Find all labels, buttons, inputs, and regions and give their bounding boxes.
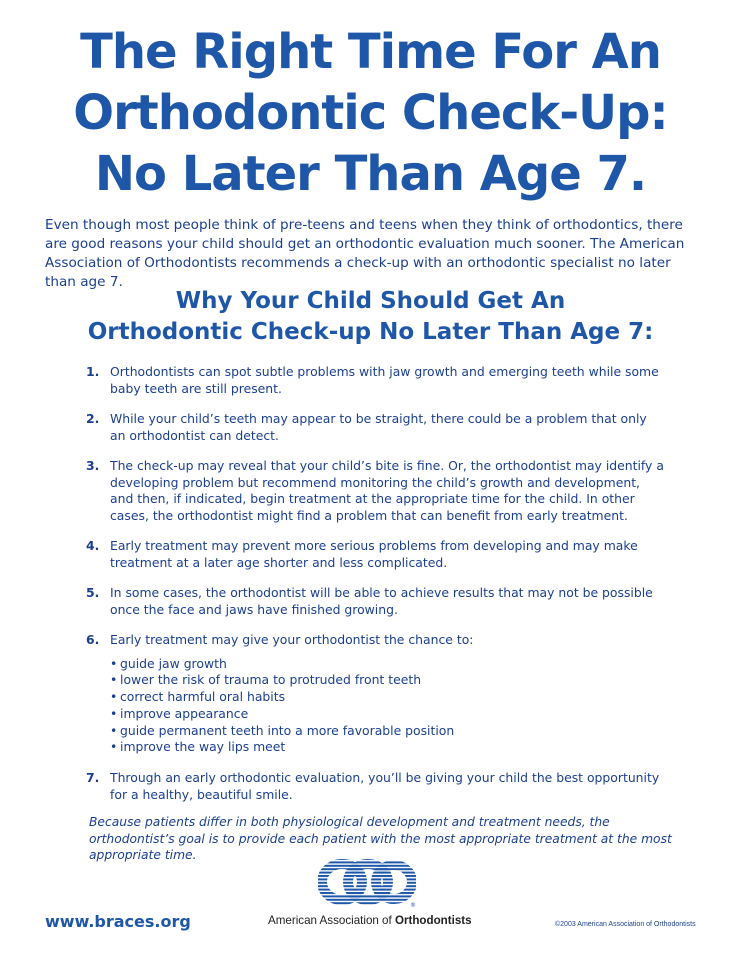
item-number: 6. bbox=[86, 632, 100, 647]
item-number: 2. bbox=[86, 411, 100, 426]
website-link[interactable]: www.braces.org bbox=[45, 912, 191, 931]
item-text: Through an early orthodontic evaluation, you’ll be giving your child the best opportunity for a healthy, beautiful smile. bbox=[110, 770, 660, 802]
item-number: 3. bbox=[86, 458, 100, 473]
item-number: 5. bbox=[86, 585, 100, 600]
page-title bbox=[0, 22, 741, 205]
item-text: While your child’s teeth may appear to be straight, there could be a problem that only an orthodontist can detect. bbox=[110, 411, 647, 443]
title-line-2: Orthodontic Check-Up: bbox=[73, 85, 668, 141]
list-item bbox=[86, 585, 666, 618]
aao-rings-logo-icon bbox=[318, 858, 416, 910]
benefit-item: • guide permanent teeth into a more favorable position bbox=[110, 723, 666, 740]
benefit-item: • guide jaw growth bbox=[110, 656, 666, 673]
list-item bbox=[86, 364, 666, 397]
svg-text:®: ® bbox=[410, 902, 416, 909]
organization-name-bold: Orthodontists bbox=[394, 914, 472, 927]
reasons-list bbox=[86, 364, 666, 803]
benefit-item: • improve appearance bbox=[110, 706, 666, 723]
benefit-item: • correct harmful oral habits bbox=[110, 689, 666, 706]
item-text: Early treatment may give your orthodontist the chance to: bbox=[110, 632, 474, 647]
organization-name bbox=[268, 914, 488, 927]
section-heading bbox=[0, 286, 741, 348]
item-number: 7. bbox=[86, 770, 100, 786]
section-heading-line-1: Why Your Child Should Get An bbox=[175, 288, 566, 314]
title-line-1: The Right Time For An bbox=[80, 24, 661, 80]
intro-paragraph: Even though most people think of pre-teens and teens when they think of orthodontics, there are good reasons your child should get an orthodontic evaluation much sooner. The American Association of Orthodontists recommends a check-up with an orthodontic specialist no later than age 7. bbox=[45, 217, 685, 290]
benefit-item: • improve the way lips meet bbox=[110, 739, 666, 756]
item-number: 4. bbox=[86, 538, 100, 553]
closing-statement: Because patients differ in both physiological development and treatment needs, the orthodontist’s goal is to provide each patient with the most appropriate treatment at the most appropriate time. bbox=[89, 815, 672, 862]
title-line-3: No Later Than Age 7. bbox=[94, 146, 647, 202]
list-item bbox=[86, 538, 666, 571]
list-item bbox=[86, 770, 666, 803]
list-item bbox=[86, 632, 666, 756]
item-text: Orthodontists can spot subtle problems with jaw growth and emerging teeth while some baby teeth are still present. bbox=[110, 364, 659, 396]
item-number: 1. bbox=[86, 364, 100, 379]
list-item bbox=[86, 458, 666, 524]
copyright-notice: ©2003 American Association of Orthodontists bbox=[555, 921, 696, 928]
item-text: Early treatment may prevent more serious problems from developing and may make treatment at a later age shorter and less complicated. bbox=[110, 538, 638, 570]
benefit-item: • lower the risk of trauma to protruded front teeth bbox=[110, 672, 666, 689]
list-item bbox=[86, 411, 666, 444]
benefits-list bbox=[110, 656, 666, 757]
item-text: In some cases, the orthodontist will be able to achieve results that may not be possible once the face and jaws have finished growing. bbox=[110, 585, 653, 617]
item-text: The check-up may reveal that your child’s bite is fine. Or, the orthodontist may identify a developing problem but recommend monitoring the child’s growth and development, and then, if indicated, begin treatment at the appropriate time for the child. In other cases, the orthodontist might find a problem that can benefit from early treatment. bbox=[110, 458, 664, 523]
section-heading-line-2: Orthodontic Check-up No Later Than Age 7: bbox=[87, 319, 654, 345]
organization-name-prefix: American Association of bbox=[268, 914, 395, 927]
